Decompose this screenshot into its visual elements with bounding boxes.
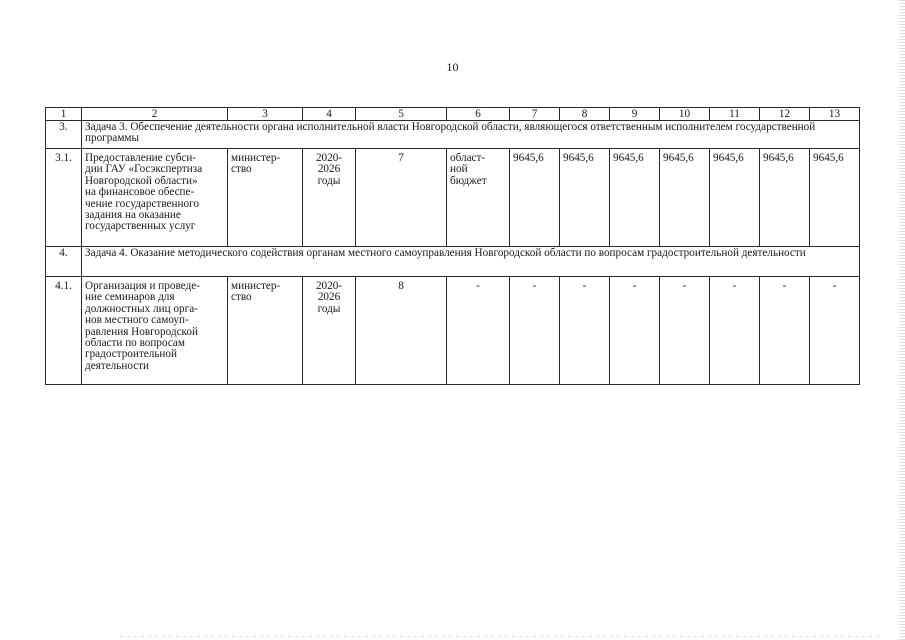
measure-name-text: Организация и проведе- ние семинаров для должностных лиц орга- нов местного самоуп- равления Новгородской области по вопросам градостроительной деятельности [85, 280, 200, 372]
program-table [45, 107, 860, 385]
executor-text: министер- ство [231, 152, 281, 176]
amount-cell: 9645,6 [710, 149, 760, 247]
amount-cell: - [810, 277, 860, 385]
column-header: 7 [510, 108, 560, 121]
funding-source [447, 149, 510, 247]
amount-cell: - [710, 277, 760, 385]
column-header: 3 [228, 108, 303, 121]
task-row [46, 121, 860, 149]
task-number: 4. [46, 247, 82, 277]
column-header: 13 [810, 108, 860, 121]
measure-name [82, 149, 228, 247]
column-header: 9 [610, 108, 660, 121]
amount-cell: 9645,6 [660, 149, 710, 247]
table-header-row [46, 108, 860, 121]
period-text: 2020- 2026 годы [315, 152, 343, 187]
amount-cell: - [560, 277, 610, 385]
column-header: 1 [46, 108, 82, 121]
funding-source: - [447, 277, 510, 385]
task-description: Задача 4. Оказание методического содействия органам местного самоуправления Новгородской области по вопросам градостроительной деятельности [82, 247, 860, 277]
amount-cell: - [760, 277, 810, 385]
indicator-number: 8 [356, 277, 447, 385]
amount-cell: - [510, 277, 560, 385]
column-header: 2 [82, 108, 228, 121]
column-header: 4 [303, 108, 356, 121]
page-number: 10 [446, 60, 459, 74]
executor [228, 277, 303, 385]
task-row [46, 247, 860, 277]
table-row [46, 149, 860, 247]
period [303, 149, 356, 247]
column-header: 12 [760, 108, 810, 121]
scan-edge-bottom [120, 636, 880, 637]
executor-text: министер- ство [231, 280, 281, 304]
column-header: 6 [447, 108, 510, 121]
funding-source-text: област- ной бюджет [450, 152, 487, 187]
amount-cell: 9645,6 [510, 149, 560, 247]
row-number: 3.1. [46, 149, 82, 247]
row-number: 4.1. [46, 277, 82, 385]
column-header: 8 [560, 108, 610, 121]
amount-cell: 9645,6 [760, 149, 810, 247]
amount-cell: 9645,6 [810, 149, 860, 247]
measure-name-text: Предоставление субси- дии ГАУ «Госэкспертиза Новгородской области» на финансовое обеспе- чение государственного задания на оказание государственных услуг [85, 152, 203, 233]
scan-edge-right [899, 0, 905, 640]
indicator-number: 7 [356, 149, 447, 247]
amount-cell: 9645,6 [610, 149, 660, 247]
amount-cell: - [610, 277, 660, 385]
period-text: 2020- 2026 годы [315, 280, 343, 315]
period [303, 277, 356, 385]
measure-name [82, 277, 228, 385]
amount-cell: - [660, 277, 710, 385]
executor [228, 149, 303, 247]
table-row [46, 277, 860, 385]
column-header: 5 [356, 108, 447, 121]
amount-cell: 9645,6 [560, 149, 610, 247]
column-header: 10 [660, 108, 710, 121]
task-number: 3. [46, 121, 82, 149]
task-description: Задача 3. Обеспечение деятельности органа исполнительной власти Новгородской области, являющегося ответственным исполнителем государственной программы [82, 121, 860, 149]
column-header: 11 [710, 108, 760, 121]
